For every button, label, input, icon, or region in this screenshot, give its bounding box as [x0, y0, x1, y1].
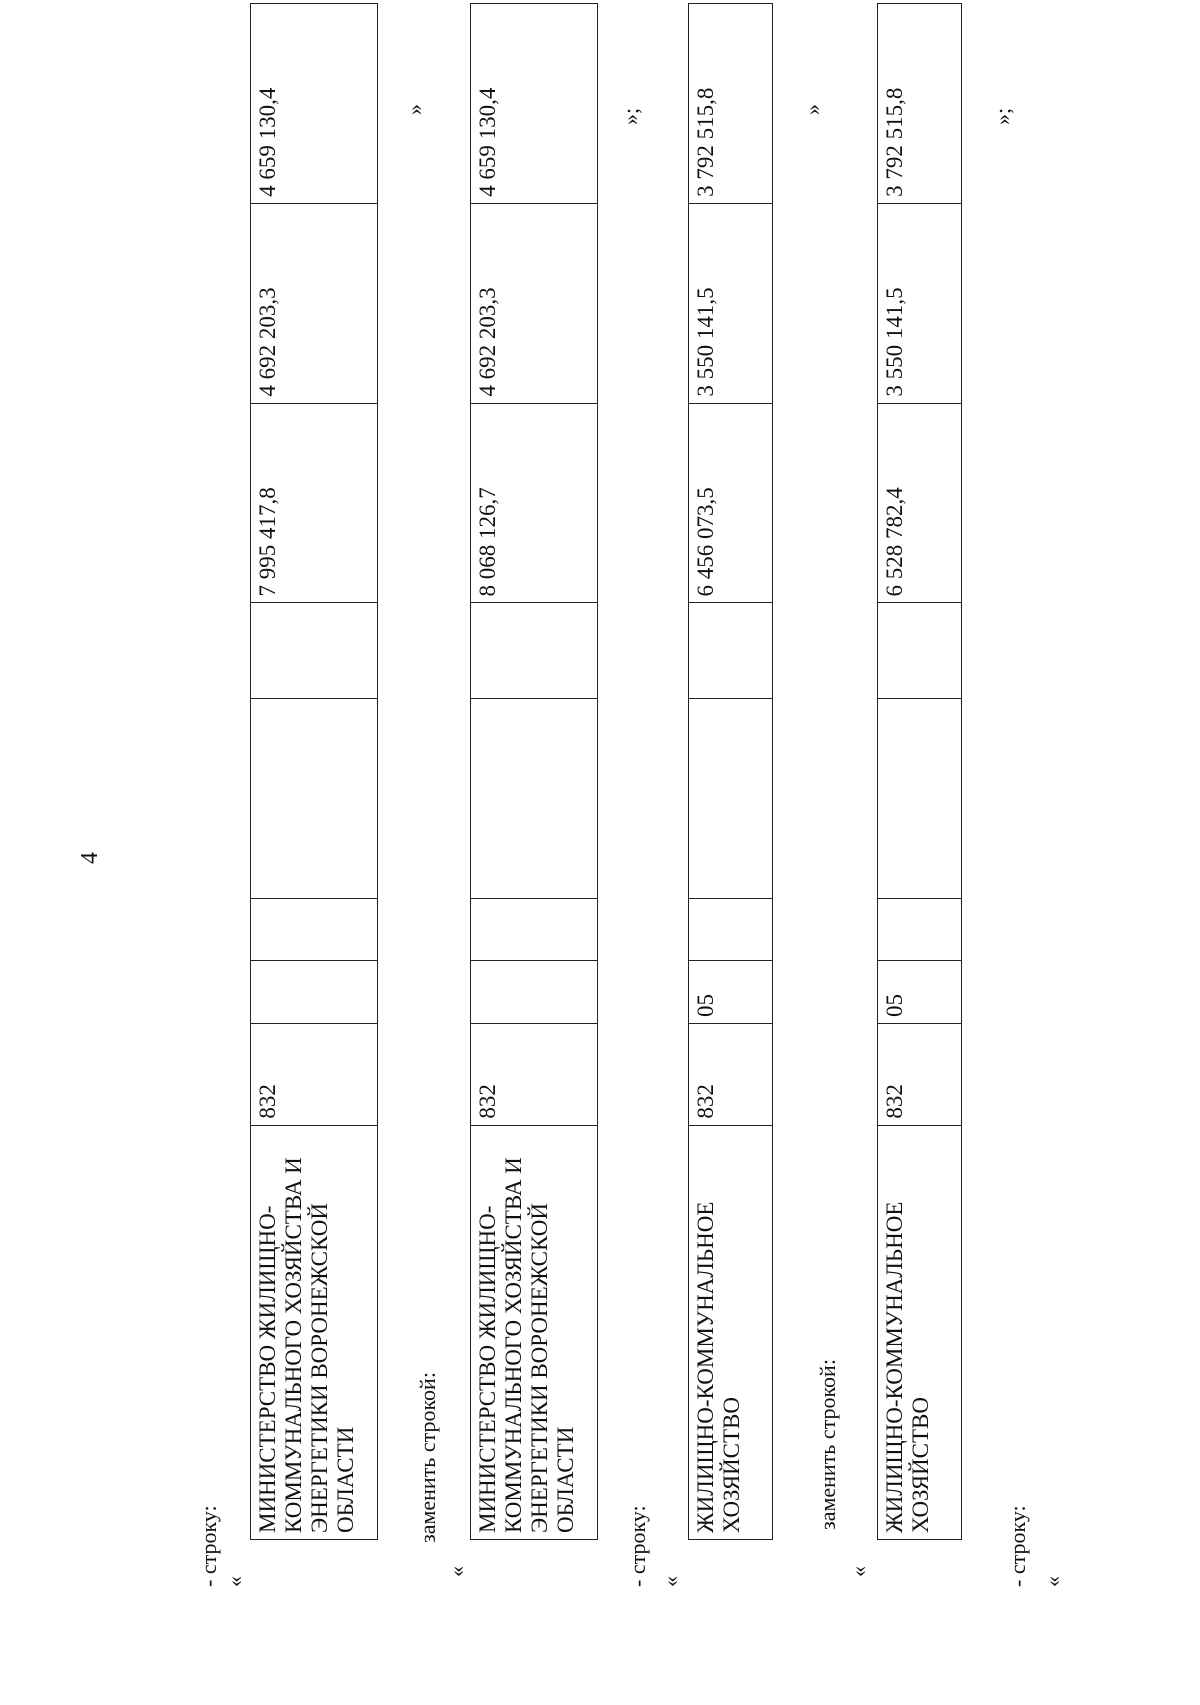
- open-quote: «: [444, 1566, 469, 1577]
- page-number: 4: [77, 852, 103, 864]
- row-name: ЖИЛИЩНО-КОММУНАЛЬНОЕ ХОЗЯЙСТВО: [878, 1125, 962, 1539]
- close-quote: »: [402, 104, 427, 115]
- row-pr: [251, 898, 378, 961]
- row-rz: [471, 961, 598, 1024]
- row-value-2: 4 692 203,3: [471, 203, 598, 403]
- row-rz: 05: [878, 961, 962, 1024]
- close-quote: »;: [618, 107, 643, 125]
- row-value-1: 6 456 073,5: [689, 403, 773, 603]
- row-value-1: 8 068 126,7: [471, 403, 598, 603]
- row-value-2: 3 550 141,5: [878, 203, 962, 403]
- row-name: МИНИСТЕРСТВО ЖИЛИЩНО-КОММУНАЛЬНОГО ХОЗЯЙСТВА И ЭНЕРГЕТИКИ ВОРОНЕЖСКОЙ ОБЛАСТИ: [471, 1125, 598, 1539]
- budget-table-row: [470, 3, 598, 1540]
- row-value-1: 6 528 782,4: [878, 403, 962, 603]
- row-code: 832: [878, 1023, 962, 1125]
- close-quote: »: [800, 104, 825, 115]
- row-rz: [251, 961, 378, 1024]
- row-value-2: 3 550 141,5: [689, 203, 773, 403]
- close-quote: »;: [990, 107, 1015, 125]
- row-pr: [878, 898, 962, 961]
- budget-table-row: [250, 3, 378, 1540]
- row-pr: [689, 898, 773, 961]
- row-name: МИНИСТЕРСТВО ЖИЛИЩНО-КОММУНАЛЬНОГО ХОЗЯЙСТВА И ЭНЕРГЕТИКИ ВОРОНЕЖСКОЙ ОБЛАСТИ: [251, 1125, 378, 1539]
- row-vr: [251, 603, 378, 699]
- row-code: 832: [689, 1023, 773, 1125]
- intro-label: заменить строкой:: [415, 1372, 440, 1543]
- row-csr: [251, 699, 378, 899]
- budget-table-row: [877, 3, 962, 1540]
- row-csr: [878, 699, 962, 899]
- open-quote: «: [658, 1576, 683, 1587]
- row-code: 832: [251, 1023, 378, 1125]
- row-vr: [878, 603, 962, 699]
- row-vr: [471, 603, 598, 699]
- open-quote: «: [222, 1576, 247, 1587]
- intro-label: - строку:: [625, 1505, 650, 1587]
- open-quote: «: [846, 1566, 871, 1577]
- row-value-1: 7 995 417,8: [251, 403, 378, 603]
- intro-label: - строку:: [1005, 1505, 1030, 1587]
- row-value-3: 4 659 130,4: [471, 4, 598, 204]
- row-csr: [689, 699, 773, 899]
- row-pr: [471, 898, 598, 961]
- intro-label: - строку:: [196, 1505, 221, 1587]
- row-rz: 05: [689, 961, 773, 1024]
- row-csr: [471, 699, 598, 899]
- open-quote: «: [1040, 1576, 1065, 1587]
- row-value-3: 3 792 515,8: [878, 4, 962, 204]
- row-value-2: 4 692 203,3: [251, 203, 378, 403]
- row-value-3: 3 792 515,8: [689, 4, 773, 204]
- budget-table-row: [688, 3, 773, 1540]
- intro-label: заменить строкой:: [815, 1359, 840, 1530]
- row-code: 832: [471, 1023, 598, 1125]
- row-value-3: 4 659 130,4: [251, 4, 378, 204]
- row-vr: [689, 603, 773, 699]
- row-name: ЖИЛИЩНО-КОММУНАЛЬНОЕ ХОЗЯЙСТВО: [689, 1125, 773, 1539]
